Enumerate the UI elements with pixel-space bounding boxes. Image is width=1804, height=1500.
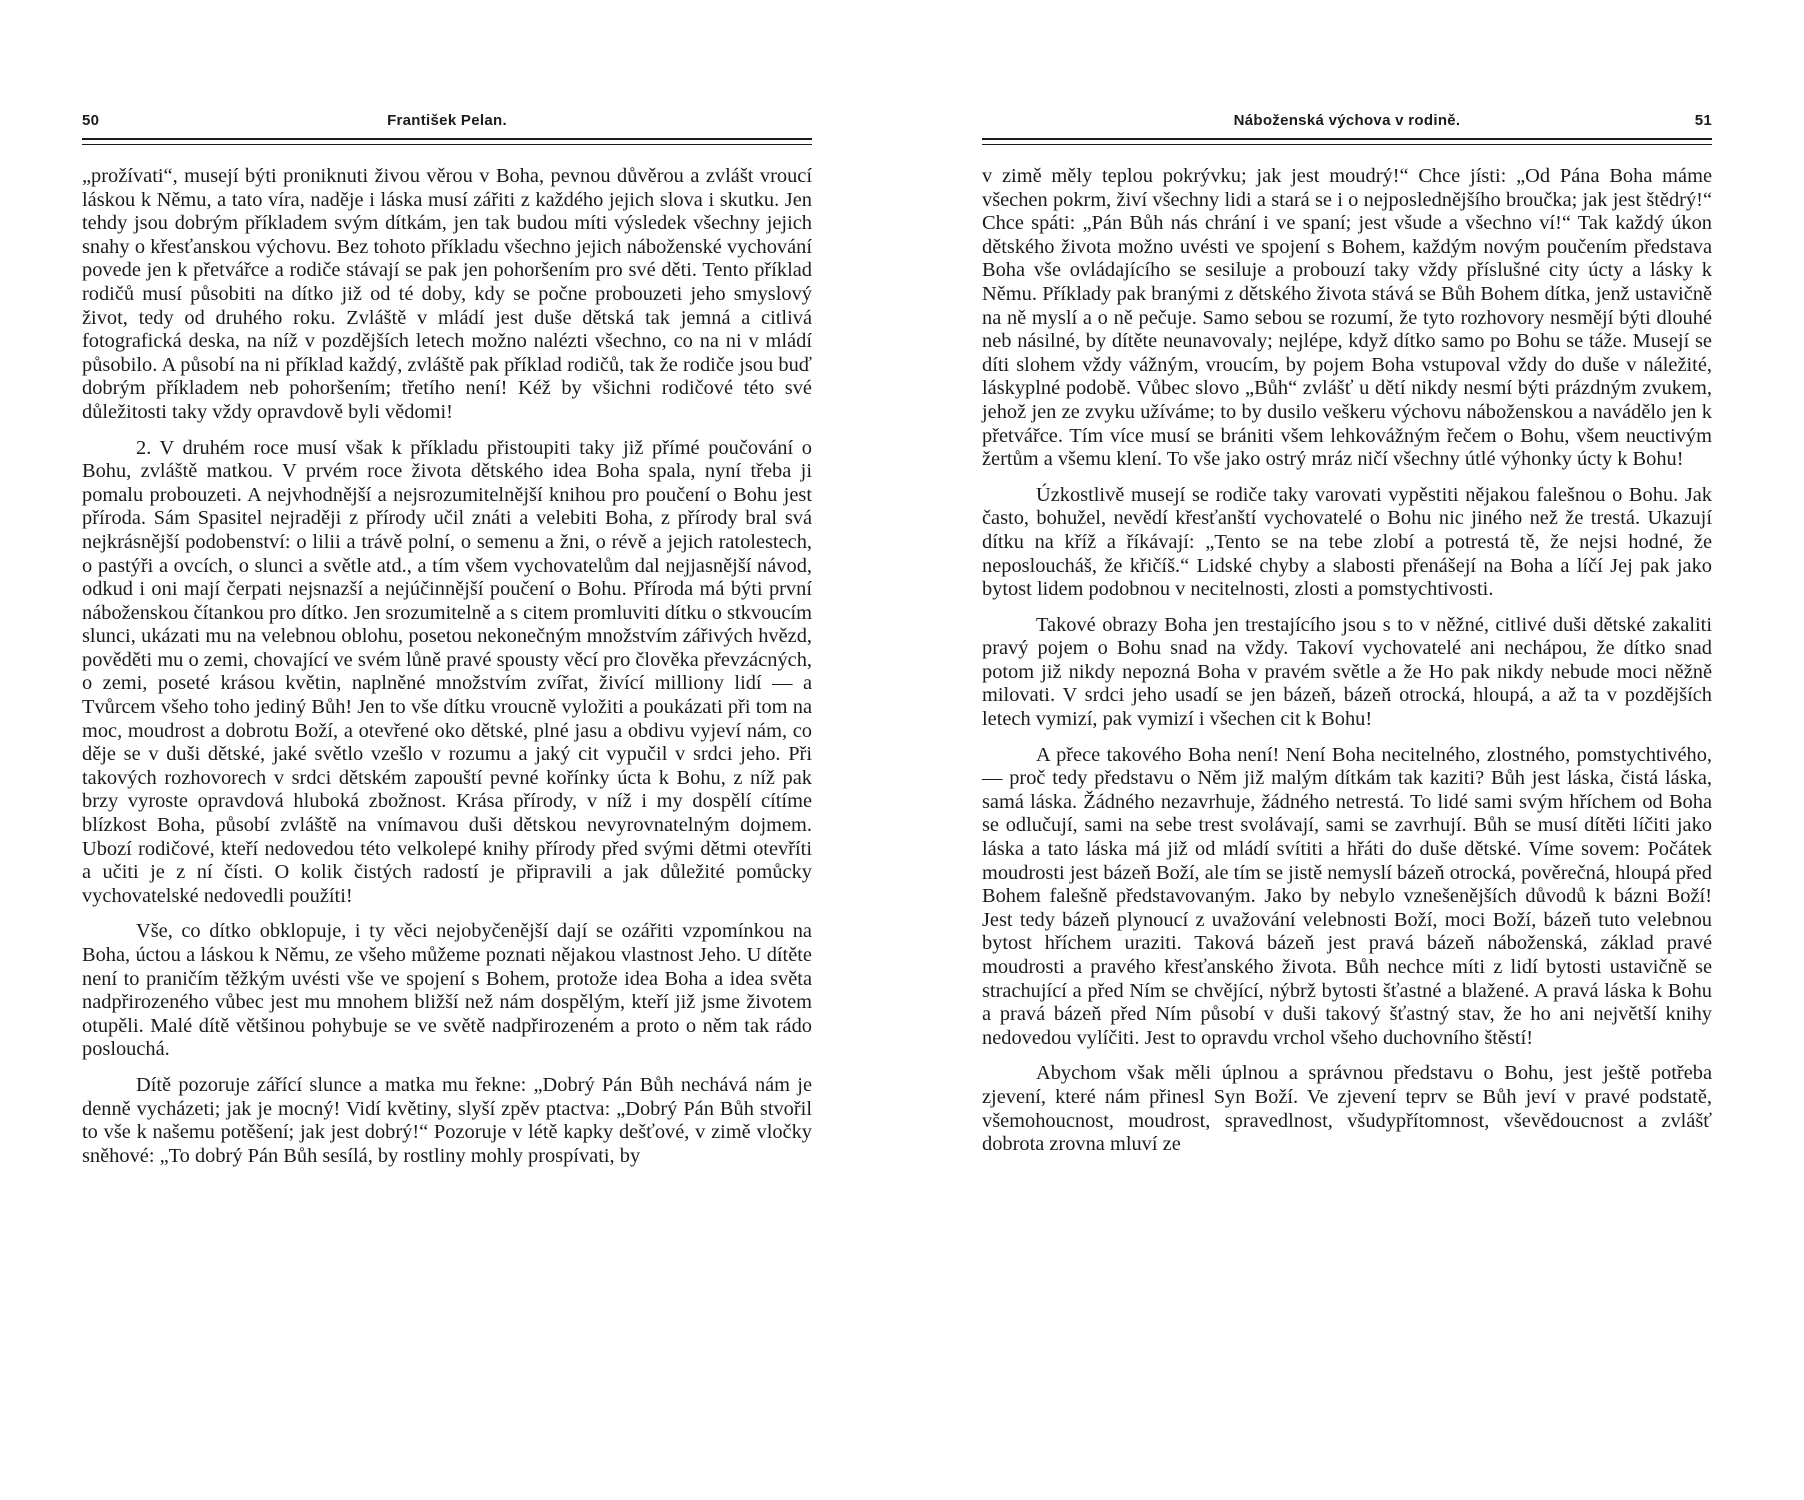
paragraph: A přece takového Boha není! Není Boha necitelného, zlostného, pomstychtivého, — proč tedy představu o Něm již malým dítkám tak kaziti? Bůh jest láska, čistá láska, samá láska. Žádného nezavrhuje, žádného netrestá. To lidé sami svým hříchem od Boha se odlučují, sami na sebe trest svolávají, sami se zavrhují. Bůh se musí dítěti líčiti jako láska a tato láska má již od mládí svítiti a hřáti do duše dětské. Víme sovem: Počátek moudrosti jest bázeň Boží, ale tím se jistě nemyslí bázeň otrocká, pověrečná, hloupá před Bohem falešně představovaným. Jako by nebylo vznešenějších důvodů k bázni Boží! Jest tedy bázeň plynoucí z uvažování velebnosti Boží, moci Boží, bázeň tuto velebnou bytost hříchem uraziti. Taková bázeň jest pravá bázeň náboženská, základ pravé moudrosti a pravého křesťanského života. Bůh nechce míti z lidí bytosti ustavičně se strachující a před Ním se chvějící, nýbrž bytosti šťastné a blažené. A pravá láska k Bohu a pravá bázeň před Ním působí v duši takový šťastný stav, že ho ani největší knihy nedovedou vylíčiti. Jest to opravdu vrchol všeho duchovního štěstí! <box>982 743 1712 1049</box>
paragraph: Dítě pozoruje zářící slunce a matka mu řekne: „Dobrý Pán Bůh nechává nám je denně vycházeti; jak je mocný! Vidí květiny, slyší zpěv ptactva: „Dobrý Pán Bůh stvořil to vše k našemu potěšení; jak jest dobrý!“ Pozoruje v létě kapky dešťové, v zimě vločky sněhové: „To dobrý Pán Bůh sesílá, by rostliny mohly prospívati, by <box>82 1073 812 1167</box>
paragraph: Takové obrazy Boha jen trestajícího jsou s to v něžné, citlivé duši dětské zakaliti pravý pojem o Bohu snad na vždy. Takoví vychovatelé ani nechápou, že dítko snad potom již nikdy nepozná Boha v pravém světle a že Ho pak nikdy nebude moci něžně milovati. V srdci jeho usadí se jen bázeň, bázeň otrocká, hloupá, a až ta v pozdějších letech vymizí, pak vymizí i všechen cit k Bohu! <box>982 613 1712 731</box>
header-rule <box>982 138 1712 145</box>
page-number: 50 <box>82 112 100 129</box>
paragraph: Úzkostlivě musejí se rodiče taky varovati vypěstiti nějakou falešnou o Bohu. Jak často, bohužel, nevědí křesťanští vychovatelé o Bohu nic jiného než že trestá. Ukazují dítku na kříž a říkávají: „Tento se na tebe zlobí a potrestá tě, že nejsi hodné, že neposloucháš, že křičíš.“ Lidské chyby a slabosti přenášejí na Boha a líčí Jej pak jako bytost lidem podobnou v necitelnosti, zlosti a pomstychtivosti. <box>982 483 1712 601</box>
paragraph: v zimě měly teplou pokrývku; jak jest moudrý!“ Chce jísti: „Od Pána Boha máme všechen pokrm, živí všechny lidi a stará se i o nejposlednějšího broučka; jak jest štědrý!“ Chce spáti: „Pán Bůh nás chrání i ve spaní; jest všude a všechno ví!“ Tak každý úkon dětského života možno uvésti ve spojení s Bohem, každým novým poučením představa Boha vše ovládajícího se sesiluje a probouzí taky vždy příslušné city úcty a lásky k Němu. Příklady pak branými z dětského života stává se Bůh Bohem dítka, jenž ustavičně na ně myslí a o ně pečuje. Samo sebou se rozumí, že tyto rozhovory nesmějí býti dlouhé neb násilné, by dítěte neunavovaly; nejlépe, když dítko samo po Bohu se táže. Musejí se díti slohem vždy vážným, vroucím, by pojem Boha vstupoval vždy do duše v náležité, láskyplné podobě. Vůbec slovo „Bůh“ zvlášť u dětí nikdy nesmí býti prázdným zvukem, jehož jen ze zvyku užíváme; to by dusilo veškeru výchovu náboženskou a navádělo jen k přetvářce. Tím více musí se brániti všem lehkovážným řečem o Bohu, všem neuctivým žertům a všemu klení. To vše jako ostrý mráz ničí všechny útlé výhonky úcty k Bohu! <box>982 165 1712 471</box>
running-head: František Pelan. <box>387 112 507 129</box>
page-number: 51 <box>1694 112 1712 129</box>
paragraph: Abychom však měli úplnou a správnou představu o Bohu, jest ještě potřeba zjevení, které nám přinesl Syn Boží. Ve zjevení teprv se Bůh jeví v pravé podstatě, všemohoucnost, moudrost, spravedlnost, všudypřítomnost, vševědoucnost a zvlášť dobrota zrovna mluví ze <box>982 1062 1712 1156</box>
header-rule <box>82 138 812 145</box>
running-head: Náboženská výchova v rodině. <box>1233 112 1461 129</box>
page-body <box>982 165 1712 1157</box>
paragraph: „prožívati“, musejí býti proniknuti živou věrou v Boha, pevnou důvěrou a zvlášt vroucí láskou k Němu, a tato víra, naděje i láska musí zářiti z každého jejich slova i skutku. Jen tehdy jsou dobrým příkladem svým dítkám, jen tak budou míti výsledek všechny jejich snahy o křesťanskou výchovu. Bez tohoto příkladu všechno jejich náboženské vychování povede jen k přetvářce a rodiče stávají se pak jen pohoršením pro své děti. Tento příklad rodičů musí působiti na dítko již od té doby, kdy se počne probouzeti jeho smyslový život, tedy od druhého roku. Zvláště v mládí jest duše dětská tak jemná a citlivá fotografická deska, na níž v pozdějších letech možno nalézti všechno, co na ni v mládí působilo. A působí na ni příklad každý, zvláště pak příklad rodičů, tak že rodiče jsou buď dobrým příkladem neb pohoršením; třetího není! Kéž by všichni rodičové této své důležitosti taky vždy opravdově byli vědomi! <box>82 165 812 423</box>
right-page <box>982 112 1712 1169</box>
paragraph: 2. V druhém roce musí však k příkladu přistoupiti taky již přímé poučování o Bohu, zvláště matkou. V prvém roce života dětského idea Boha spala, nyní třeba ji pomalu probouzeti. A nejvhodnější a nejsrozumitelnější knihou pro poučení o Bohu jest příroda. Sám Spasitel nejraději z přírody učil znáti a velebiti Boha, z přírody bral svá nejkrásnější podobenství: o lilii a trávě polní, o semenu a žni, o révě a jejich ratolestech, o pastýři a ovcích, o slunci a světle atd., a tím všem vychovatelům dal nejjasnější návod, odkud i oni mají čerpati nejsnazší a nejúčinnější poučení o Bohu. Příroda má býti první náboženskou čítankou pro dítko. Jen srozumitelně a s citem promluviti dítku o stkvoucím slunci, ukázati mu na velebnou oblohu, posetou nekonečným množstvím zářivých hvězd, pověděti mu o zemi, chovající ve svém lůně pravé spousty věcí pro člověka převzácných, o zemi, poseté krásou květin, naplněné množstvím zvířat, živící milliony lidí — a Tvůrcem všeho toho jediný Bůh! Jen to vše dítku vroucně vyložiti a poukázati při tom na moc, moudrost a dobrotu Boží, a otevřené oko dětské, plné jasu a obdivu vyjeví nám, co děje se v duši dětské, jaké světlo vzešlo v rozumu a jaký cit vypučil v srdci jeho. Při takových rozhovorech v srdci dětském zapouští pevné kořínky úcta k Bohu, z níž pak brzy vyroste opravdová hluboká zbožnost. Krása přírody, v níž i my dospělí cítíme blízkost Boha, působí zvláště na vnímavou duši dětskou nevyrovnatelným dojmem. Ubozí rodičové, kteří nedovedou této velkolepé knihy přírody před svými dětmi otevříti a učiti je z ní čísti. O kolik čistých radostí je připravili a jak důležité pomůcky vychovatelské nedovedli použíti! <box>82 436 812 907</box>
page-body <box>82 165 812 1168</box>
page-header <box>982 112 1712 134</box>
left-page <box>82 112 812 1180</box>
paragraph: Vše, co dítko obklopuje, i ty věci nejobyčenější dají se ozářiti vzpomínkou na Boha, úctou a láskou k Němu, ze všeho můžeme poznati nějakou vlastnost Jeho. U dítěte není to praničím těžkým uvésti vše ve spojení s Bohem, protože idea Boha a idea světa nadpřirozeného vůbec jest mu mnohem bližší než nám dospělým, kteří již jsme životem otupěli. Malé dítě většinou pohybuje se ve světě nadpřirozeném a proto o něm tak rádo poslouchá. <box>82 920 812 1061</box>
page-header <box>82 112 812 134</box>
